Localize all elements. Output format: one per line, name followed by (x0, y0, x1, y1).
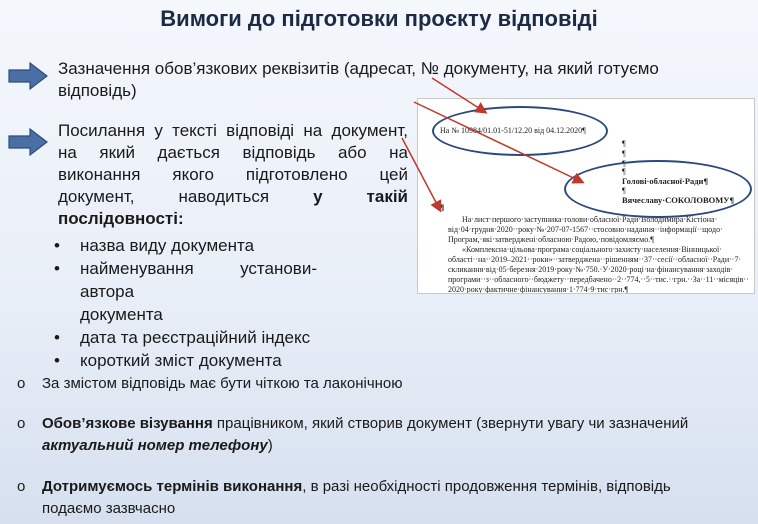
page-title: Вимоги до підготовки проєкту відповіді (160, 6, 598, 31)
list-item: • короткий зміст документа (54, 351, 282, 370)
document-sample: На № 10984/01.01-51/12.20 від 04.12.2020¶ ¶ ¶ ¶ ¶ Голові·обласної·Ради¶ ¶ Вячеславу·СОКОЛОВОМУ¶ ¶ На·лист·першого·заступника·голови·обласної·Ради·Володимира·Кістіона· від·04·грудня·2020··року·№·207-07-1567··стосовно·надання··інформації··щодо· Програм,·які·затверджені·обласною·Радою,·повідомляємо.¶ «Комплексна·цільова·програма·соціального·захисту·населення·Вінницької· області··на··2019–2021··роки»··затверджена··рішенням··37··сесії··обласної··Ради··7· скликання·від·05·березня·2019·року·№·750.·У·2020·році·на·фінансування·заходів· програми··з··обласного··бюджету··передбачено··2··774,··5··тис.··грн.··За··11··місяців·· 2020·року·фактичне·фінансування·1·774·9·тис·грн.¶ (417, 98, 755, 294)
list-item: • дата та реєстраційний індекс (54, 328, 311, 347)
requisites-text: Зазначення обов’язкових реквізитів (адресат, № документу, на який готуємо відповідь) (58, 59, 659, 100)
list-item: • найменування установи-автора документа (54, 259, 317, 324)
reference-text: Посилання у тексті відповіді на документ, на який дається відповідь або на виконання якого підготовлено цей документ, наводиться у такій послідовності: (58, 121, 408, 228)
list-item: • назва виду документа (54, 236, 255, 255)
